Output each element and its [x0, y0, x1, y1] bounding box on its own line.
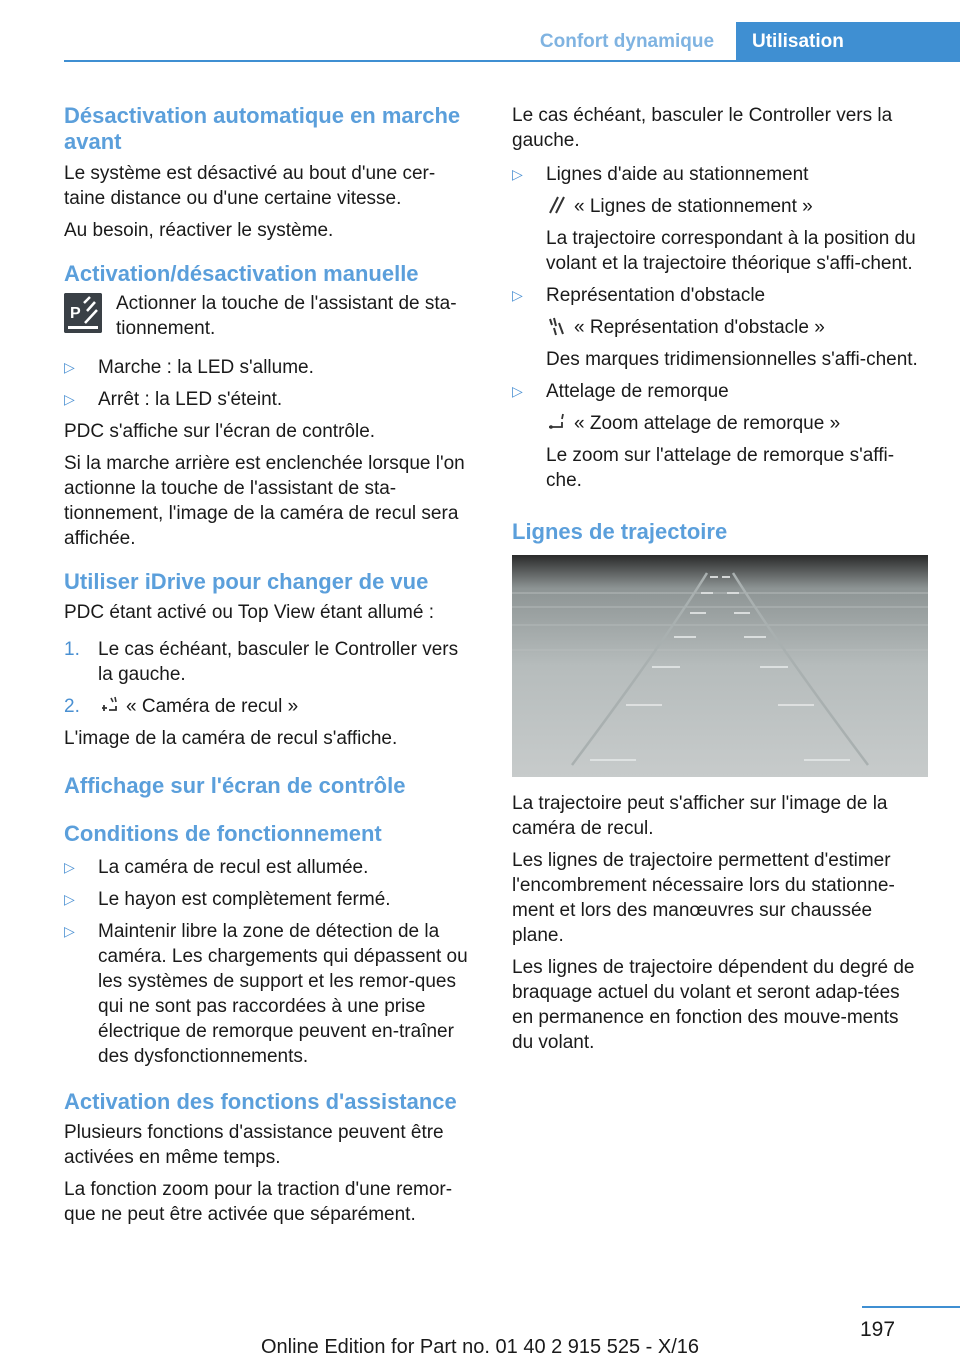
paragraph-idrive: PDC étant activé ou Top View étant allumé :	[64, 602, 435, 623]
bullet-marker-icon: ▷	[64, 391, 75, 407]
paragraph-assist-1: Plusieurs fonctions d'assistance peuvent être activées en même temps.	[64, 1122, 444, 1168]
heading-auto-off: Désactivation automatique en marche avant	[64, 103, 461, 154]
menu-entry	[512, 411, 924, 436]
list-item-title: Représentation d'obstacle	[546, 285, 766, 306]
step-text: « Caméra de recul »	[126, 696, 299, 717]
list-item-title: Lignes d'aide au stationnement	[546, 164, 809, 185]
list-item	[512, 162, 924, 187]
heading-lines: Lignes de trajectoire	[512, 519, 728, 544]
heading-idrive: Utiliser iDrive pour changer de vue	[64, 569, 429, 594]
bullet-marker-icon: ▷	[64, 859, 75, 875]
parking-lines-icon	[546, 194, 568, 216]
step-item	[64, 694, 476, 719]
list-item-text: La caméra de recul est allumée.	[98, 857, 369, 878]
step-number: 2.	[64, 696, 80, 717]
bullet-marker-icon: ▷	[64, 891, 75, 907]
menu-entry-label: « Représentation d'obstacle »	[574, 317, 825, 338]
list-item	[512, 379, 924, 404]
parking-assistant-button-icon	[64, 293, 102, 333]
paragraph-image: L'image de la caméra de recul s'affiche.	[64, 728, 398, 749]
paragraph-lines-1: La trajectoire peut s'afficher sur l'image de la caméra de recul.	[512, 793, 888, 839]
paragraph-controller: Le cas échéant, basculer le Controller vers la gauche.	[512, 105, 893, 151]
page-number-rule	[862, 1306, 960, 1308]
menu-entry	[512, 315, 924, 340]
trajectory-lines-camera-image	[512, 555, 928, 777]
svg-text:P: P	[70, 305, 81, 322]
bullet-marker-icon: ▷	[512, 166, 523, 182]
menu-entry	[512, 194, 924, 219]
bullet-marker-icon: ▷	[512, 383, 523, 399]
heading-assist: Activation des fonctions d'assistance	[64, 1089, 457, 1114]
paragraph-lines-3: Les lignes de trajectoire dépendent du degré de braquage actuel du volant et seront adap-tées en permanence en fonction des mouve-ments du volant.	[512, 957, 915, 1053]
header-section-title: Confort dynamique	[539, 31, 715, 52]
menu-entry-label: « Zoom attelage de remorque »	[574, 413, 841, 434]
list-item-text: Maintenir libre la zone de détection de la caméra. Les chargements qui dépassent ou les systèmes de support et les remor-ques qui ne sont pas raccordées à une prise électrique de remorque peuvent en-traîner des dysfonctionnements.	[98, 921, 468, 1067]
bullet-marker-icon: ▷	[64, 359, 75, 375]
list-item	[64, 887, 476, 912]
list-item-text: Le hayon est complètement fermé.	[98, 889, 391, 910]
item-description: Le zoom sur l'attelage de remorque s'affi-che.	[546, 445, 895, 491]
header-rule	[64, 60, 960, 62]
list-item-text: Marche : la LED s'allume.	[98, 357, 314, 378]
heading-conditions: Conditions de fonctionnement	[64, 821, 382, 846]
header-active-tab: Utilisation	[736, 22, 960, 62]
page-number: 197	[860, 1318, 896, 1341]
bullet-marker-icon: ▷	[64, 923, 75, 939]
list-item-text: Arrêt : la LED s'éteint.	[98, 389, 283, 410]
list-item	[64, 387, 476, 412]
paragraph-lines-2: Les lignes de trajectoire permettent d'estimer l'encombrement nécessaire lors du stationne-ment et lors des manœuvres sur chaussée plane.	[512, 850, 895, 946]
paragraph-pdc-2: Si la marche arrière est enclenchée lorsque l'on actionne la touche de l'assistant de sta-tionnement, l'image de la caméra de recul sera affichée.	[64, 453, 465, 549]
step-item	[64, 637, 476, 687]
list-item	[64, 355, 476, 380]
footer-edition: Online Edition for Part no. 01 40 2 915 525 - X/16	[260, 1336, 700, 1358]
right-column	[512, 103, 924, 1062]
list-item	[64, 919, 476, 1069]
item-description: Des marques tridimensionnelles s'affi-chent.	[546, 349, 918, 370]
heading-manual: Activation/désactivation manuelle	[64, 261, 419, 286]
paragraph-manual: Actionner la touche de l'assistant de sta-tionnement.	[116, 293, 457, 339]
heading-display: Affichage sur l'écran de contrôle	[64, 773, 406, 798]
trailer-hitch-icon	[546, 411, 568, 433]
left-column	[64, 103, 476, 1234]
obstacle-icon	[546, 315, 568, 337]
list-item	[512, 283, 924, 308]
step-number: 1.	[64, 639, 80, 660]
paragraph-auto-off-1: Le système est désactivé au bout d'une cer-taine distance ou d'une certaine vitesse.	[64, 163, 436, 209]
rear-camera-icon	[98, 694, 120, 716]
list-item-title: Attelage de remorque	[546, 381, 729, 402]
parking-button-row	[64, 291, 476, 341]
paragraph-assist-2: La fonction zoom pour la traction d'une remor-que ne peut être activée que séparément.	[64, 1179, 453, 1225]
paragraph-pdc-1: PDC s'affiche sur l'écran de contrôle.	[64, 421, 376, 442]
menu-entry-label: « Lignes de stationnement »	[574, 196, 813, 217]
step-text: Le cas échéant, basculer le Controller vers la gauche.	[98, 639, 459, 685]
item-description: La trajectoire correspondant à la position du volant et la trajectoire théorique s'affi-chent.	[546, 228, 916, 274]
paragraph-auto-off-2: Au besoin, réactiver le système.	[64, 220, 334, 241]
list-item	[64, 855, 476, 880]
bullet-marker-icon: ▷	[512, 287, 523, 303]
